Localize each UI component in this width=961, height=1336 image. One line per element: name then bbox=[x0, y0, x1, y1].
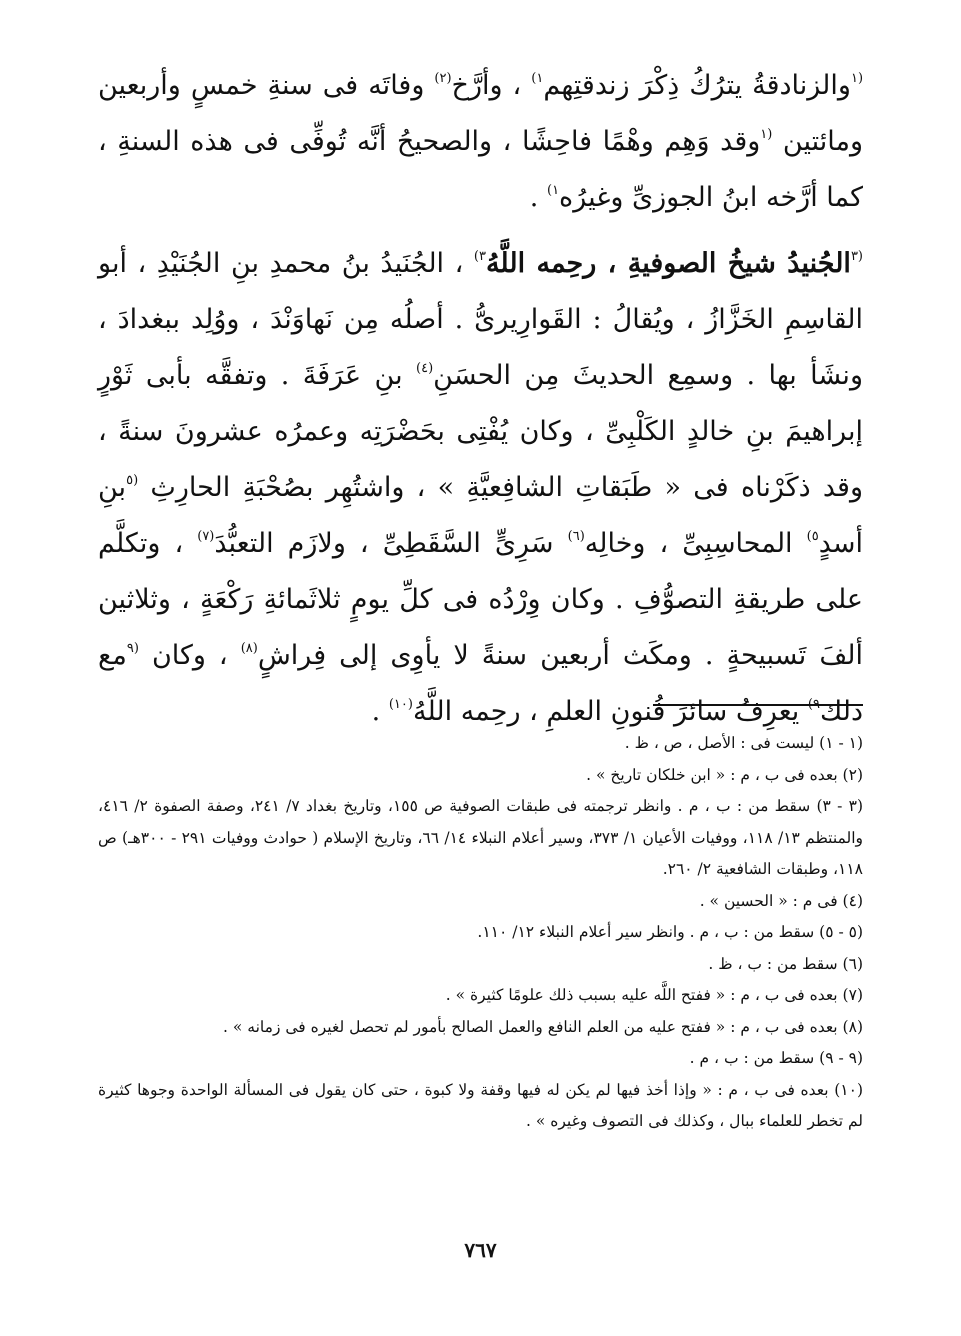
text-run: بنِ أسدٍ bbox=[98, 472, 863, 559]
paragraph-continuation bbox=[98, 58, 863, 226]
entry-heading: الجُنيدُ شيخُ الصوفيةِ ، رحِمه اللَّهُ bbox=[485, 248, 851, 279]
footnote: (٣ - ٣) سقط من : ب ، م . وانظر ترجمته فى طبقات الصوفية ص ١٥٥، وتاريخ بغداد ٧/ ٢٤١، وصفة الصفوة ٢/ ٤١٦، والمنتظم ١٣/ ١١٨، ووفيات الأعيان ١/ ٣٧٣، وسير أعلام النبلاء ١٤/ ٦٦، وتاريخ الإسلام ( حوادث ووفيات ٢٩١ - ٣٠٠هـ) ص ١١٨، وطبقات الشافعية ٢/ ٢٦٠. bbox=[98, 797, 864, 878]
note-mark: (٤) bbox=[416, 361, 434, 376]
text-run: ، وكان bbox=[151, 640, 228, 671]
footnote-separator bbox=[653, 704, 863, 706]
note-mark: (٦) bbox=[567, 529, 585, 544]
footnote: (٦) سقط من : ب ، ظ . bbox=[708, 954, 863, 973]
text-run: يعرِفُ سائرَ فُنونِ العلمِ ، رحِمه اللَّهُ bbox=[412, 696, 800, 727]
main-text bbox=[98, 58, 863, 740]
text-run: . bbox=[529, 182, 539, 213]
paragraph-junayd bbox=[98, 236, 863, 740]
note-mark: ١) bbox=[531, 71, 544, 86]
text-run: بنِ عَرَفَةَ . وتفقَّه بأبى ثَوْرٍ إبراهيمَ بنِ خالدٍ الكَلْبِىِّ ، وكان يُفْتِى بحَضْرَتِه وعمرُه عشرونَ سنةً ، وقد ذكَرْناه فى « طَبَقاتِ الشافِعيَّةِ » ، واشتُهِر بصُحْبَةِ الحارِثِ bbox=[98, 360, 863, 503]
text-run: مع ذلك bbox=[98, 640, 863, 727]
footnotes bbox=[98, 728, 863, 1138]
note-mark: (١ bbox=[760, 127, 773, 142]
footnote: (٧) بعده فى ب ، م : « ففتح اللَّه عليه بسبب ذلك علومًا كثيرة » . bbox=[445, 986, 863, 1004]
note-mark: (١ bbox=[850, 71, 864, 86]
note-mark: ١) bbox=[546, 183, 560, 198]
note-mark: (٢) bbox=[434, 71, 452, 86]
footnote: (٥ - ٥) سقط من : ب ، م . وانظر سير أعلام النبلاء ١٢/ ١١٠. bbox=[477, 923, 863, 941]
footnote: (١ - ١) ليست فى : الأصل ، ص ، ظ . bbox=[624, 734, 863, 752]
note-mark: (٨) bbox=[240, 641, 258, 656]
footnote: (١٠) بعده فى ب ، م : « وإذا أخذ فيها لم يكن له فيها وقفة ولا كبوة ، حتى كان يقول فى المسألة الواحدة وجوها كثيرة لم تخطر للعلماء ببال ، وكذلك فى التصوف وغيره » . bbox=[98, 1080, 863, 1130]
note-mark: ٩) bbox=[807, 697, 820, 712]
text-run: ، الجُنَيدُ بنُ محمدِ بنِ الجُنَيْدِ ، أبو القاسِمِ الخَزَّازُ ، ويُقالُ : القَوارِيرىُّ . أصلُه مِن نَهاوَنْدَ ، ووُلِد ببغدادَ ، ونشَأ بها . وسمِع الحديثَ مِن الحسَنِ bbox=[98, 248, 863, 391]
note-mark: (٥ bbox=[126, 473, 139, 488]
text-run: . bbox=[371, 696, 381, 727]
footnote: (٢) بعده فى ب ، م : « ابن خلكان تاريخ » . bbox=[586, 765, 863, 784]
note-mark: ٣) bbox=[473, 249, 486, 264]
note-mark: (٣ bbox=[850, 249, 863, 264]
footnote: (٩ - ٩) سقط من : ب ، م . bbox=[689, 1049, 863, 1067]
page-number: ٧٦٧ bbox=[464, 1238, 497, 1262]
note-mark: ٥) bbox=[806, 529, 819, 544]
footnote: (٨) بعده فى ب ، م : « ففتح عليه من العلم النافع والعمل الصالح بأمور لم تحصل لغيره فى زمانه » . bbox=[223, 1017, 863, 1036]
text-run: وفاتَه فى سنةِ خمسٍ وأربعين ومائتين bbox=[98, 70, 863, 157]
text-run: وقد وَهِم وهْمًا فاحِشًا ، والصحيحُ أنَّه تُوفِّى فى هذه السنةِ ، كما أرَّخه ابنُ bbox=[98, 126, 863, 213]
note-mark: (٧) bbox=[197, 529, 215, 544]
note-mark: (١٠) bbox=[388, 697, 413, 712]
text-run: ، وتكلَّم على طريقةِ التصوُّفِ . وكان وِرْدُه فى كلِّ يومٍ ثلاثَمائةِ رَكْعَةٍ ، وثلاثين ألفَ تَسبيحةٍ . ومكَث أربعين سنةً لا يأوِى إلى فِراشٍ bbox=[98, 528, 863, 671]
text-run: المحاسِبِىِّ ، وخالِه bbox=[584, 528, 793, 559]
text-run: ، وأرَّخ bbox=[451, 70, 522, 101]
footnote: (٤) فى م : « الحسين » . bbox=[699, 891, 863, 910]
text-run: سَرِىٍّ السَّقَطِىِّ ، ولازَم التعبُّدَ bbox=[214, 528, 554, 559]
text-run: الجوزىِّ وغيرُه bbox=[559, 182, 714, 213]
text-run: والزنادقةُ يترُكُ ذِكْرَ زندقتِهم bbox=[543, 70, 851, 101]
note-mark: (٩ bbox=[126, 641, 139, 656]
